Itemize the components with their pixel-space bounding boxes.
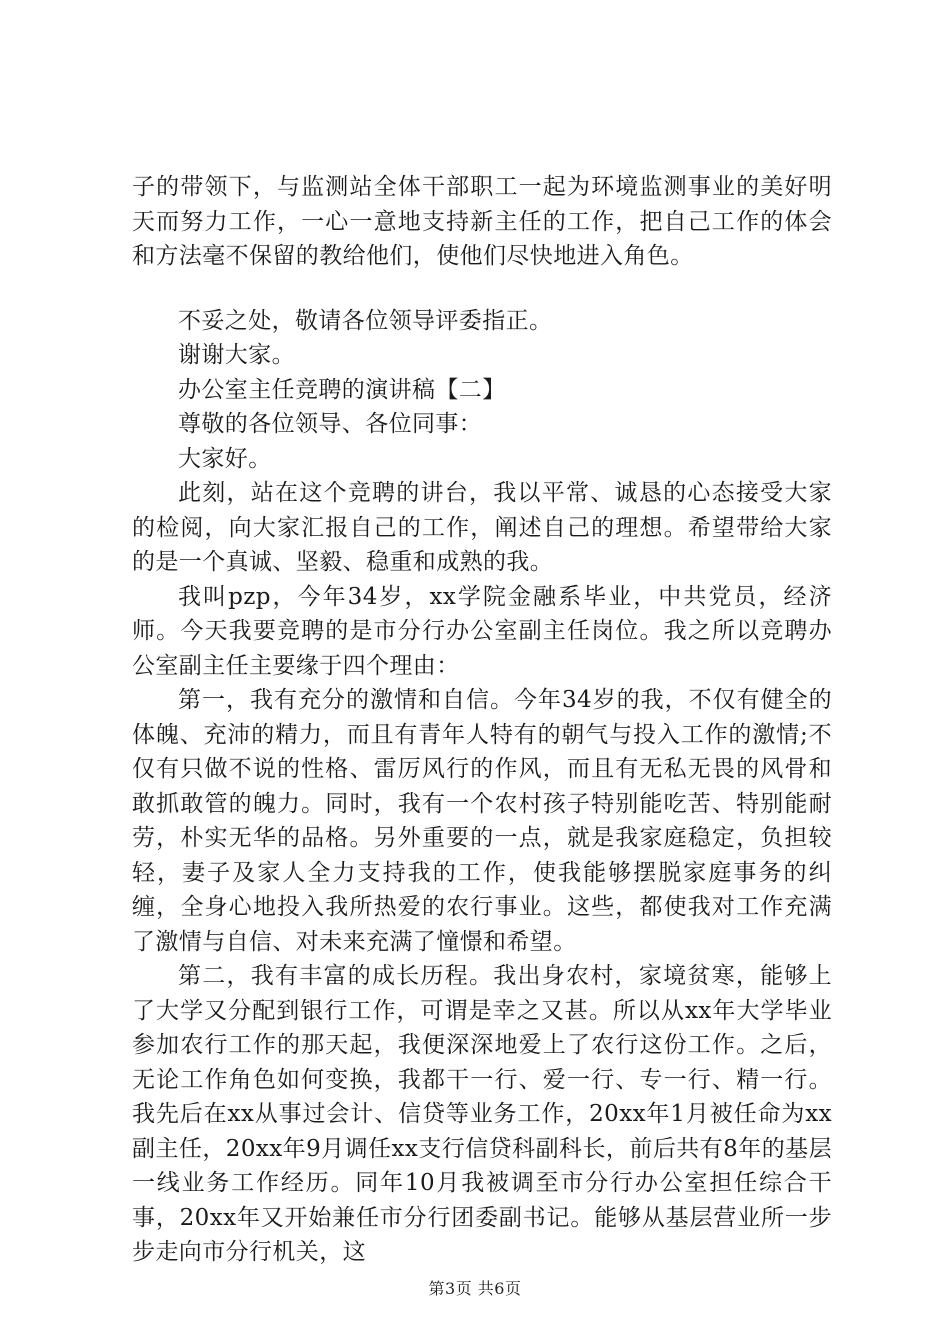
paragraph-closing-remark: 不妥之处，敬请各位领导评委指正。 — [178, 307, 553, 334]
page-footer: 第3页 共6页 — [428, 1279, 522, 1298]
greeting: 大家好。 — [178, 445, 272, 472]
salutation: 尊敬的各位领导、各位同事： — [178, 411, 483, 437]
document-body — [132, 170, 832, 1270]
paragraph-intro: 此刻，站在这个竞聘的讲台，我以平常、诚恳的心态接受大家的检阅，向大家汇报自己的工作，阐述自己的理想。希望带给大家的是一个真诚、坚毅、稳重和成熟的我。 — [132, 480, 832, 575]
paragraph-reason-two: 第二，我有丰富的成长历程。我出身农村，家境贫寒，能够上了大学又分配到银行工作，可谓是幸之又甚。所以从xx年大学毕业参加农行工作的那天起，我便深深地爱上了农行这份工作。之后，无论工作角色如何变换，我都干一行、爱一行、专一行、精一行。我先后在xx从事过会计、信贷等业务工作，20xx年1月被任命为xx副主任，20xx年9月调任xx支行信贷科副科长，前后共有8年的基层一线业务工作经历。同年10月我被调至市分行办公室担任综合干事，20xx年又开始兼任市分行团委副书记。能够从基层营业所一步步走向市分行机关，这 — [132, 963, 832, 1265]
paragraph-thanks: 谢谢大家。 — [178, 342, 295, 368]
paragraph-continuation: 子的带领下，与监测站全体干部职工一起为环境监测事业的美好明天而努力工作，一心一意地支持新主任的工作，把自己工作的体会和方法毫不保留的教给他们，使他们尽快地进入角色。 — [132, 174, 832, 269]
paragraph-reason-one: 第一，我有充分的激情和自信。今年34岁的我，不仅有健全的体魄、充沛的精力，而且有青年人特有的朝气与投入工作的激情;不仅有只做不说的性格、雷厉风行的作风，而且有无私无畏的风骨和敢抓敢管的魄力。同时，我有一个农村孩子特别能吃苦、特别能耐劳，朴实无华的品格。另外重要的一点，就是我家庭稳定，负担较轻，妻子及家人全力支持我的工作，使我能够摆脱家庭事务的纠缠，全身心地投入我所热爱的农行事业。这些，都使我对工作充满了激情与自信、对未来充满了憧憬和希望。 — [132, 687, 832, 955]
paragraph-self-introduction: 我叫pzp，今年34岁，xx学院金融系毕业，中共党员，经济师。今天我要竞聘的是市分行办公室副主任岗位。我之所以竞聘办公室副主任主要缘于四个理由： — [132, 583, 832, 679]
section-title: 办公室主任竞聘的演讲稿【二】 — [178, 376, 506, 403]
